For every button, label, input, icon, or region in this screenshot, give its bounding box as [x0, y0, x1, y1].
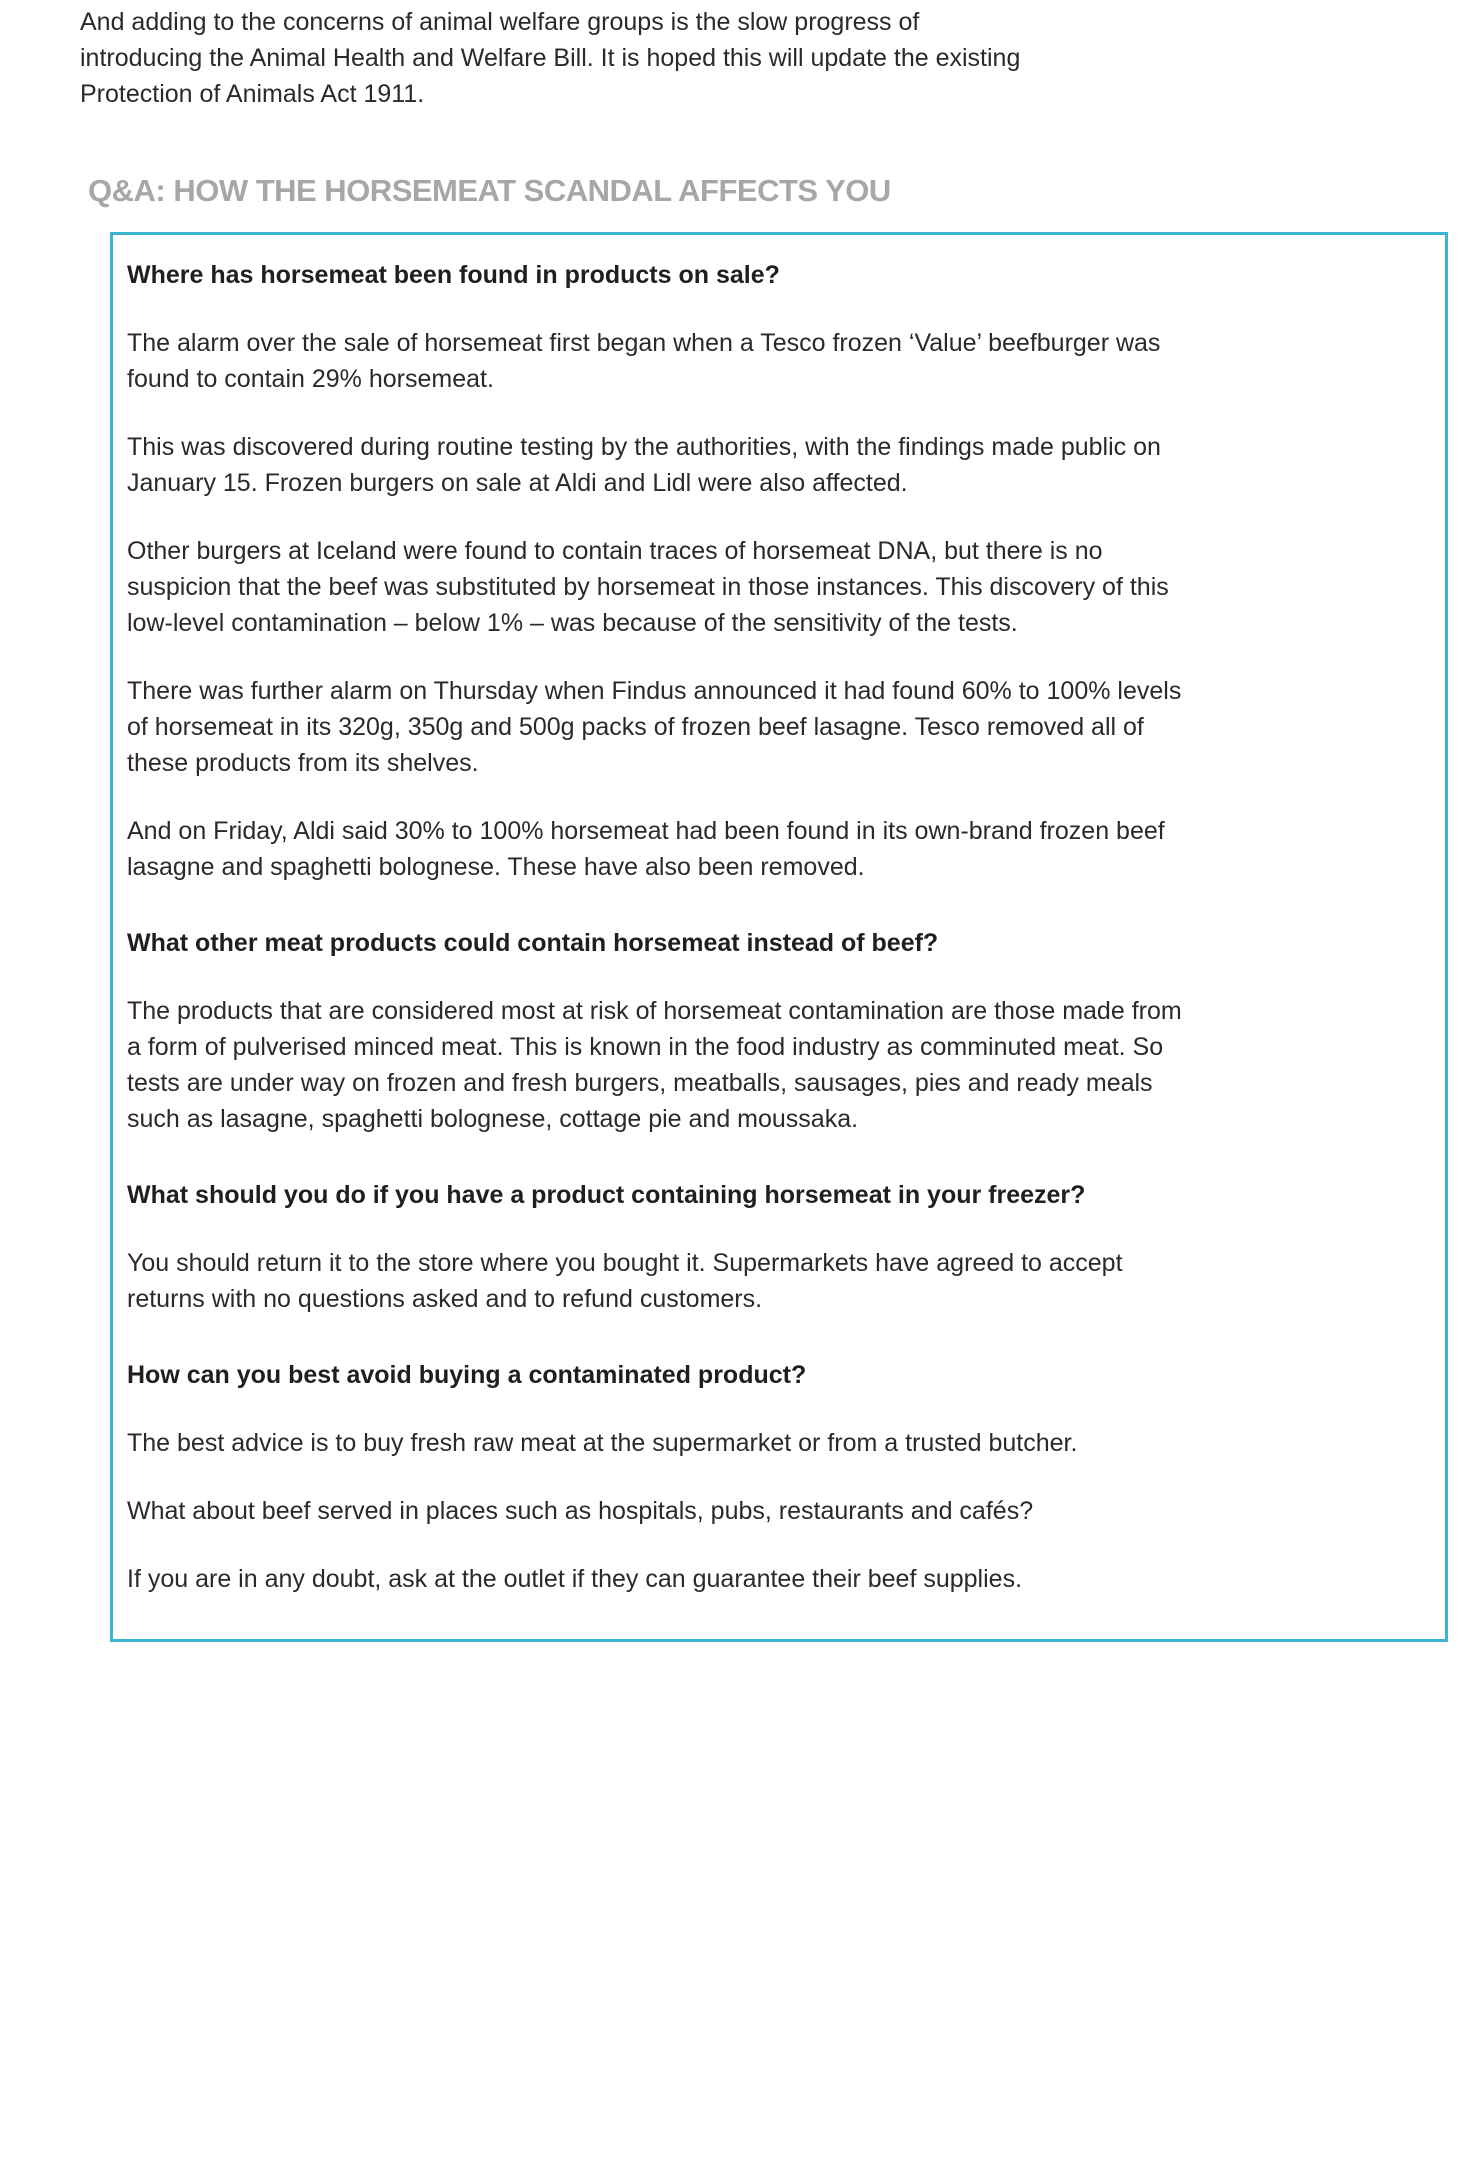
qa-section-heading: Q&A: HOW THE HORSEMEAT SCANDAL AFFECTS YOU — [88, 173, 891, 208]
qa-answer: If you are in any doubt, ask at the outlet if they can guarantee their beef supplies. — [127, 1565, 1023, 1593]
qa-answer: This was discovered during routine testing by the authorities, with the findings made public on January 15. Frozen burgers on sale at Aldi and Lidl were also affected. — [127, 433, 1161, 497]
qa-question: What other meat products could contain horsemeat instead of beef? — [127, 929, 939, 957]
qa-answer: The alarm over the sale of horsemeat first began when a Tesco frozen ‘Value’ beefburger was found to contain 29% horsemeat. — [127, 329, 1161, 393]
intro-paragraph: And adding to the concerns of animal welfare groups is the slow progress of introducing the Animal Health and Welfare Bill. It is hoped this will update the existing Protection of Animals Act 1911. — [80, 8, 1021, 108]
qa-answer: Other burgers at Iceland were found to contain traces of horsemeat DNA, but there is no suspicion that the beef was substituted by horsemeat in those instances. This discovery of this low-level contamination – below 1% – was because of the sensitivity of the tests. — [127, 537, 1169, 637]
qa-answer: There was further alarm on Thursday when Findus announced it had found 60% to 100% levels of horsemeat in its 320g, 350g and 500g packs of frozen beef lasagne. Tesco removed all of these products from its shelves. — [127, 677, 1182, 777]
qa-question: How can you best avoid buying a contaminated product? — [127, 1361, 807, 1389]
qa-answer: You should return it to the store where you bought it. Supermarkets have agreed to accept returns with no questions asked and to refund customers. — [127, 1249, 1123, 1313]
qa-answer: The products that are considered most at risk of horsemeat contamination are those made from a form of pulverised minced meat. This is known in the food industry as comminuted meat. So tests are under way on frozen and fresh burgers, meatballs, sausages, pies and ready meals such as lasagne, spaghetti bolognese, cottage pie and moussaka. — [127, 997, 1182, 1133]
qa-question: What should you do if you have a product containing horsemeat in your freezer? — [127, 1181, 1086, 1209]
qa-box — [110, 232, 1448, 1642]
qa-answer: What about beef served in places such as hospitals, pubs, restaurants and cafés? — [127, 1497, 1034, 1525]
qa-answer: The best advice is to buy fresh raw meat at the supermarket or from a trusted butcher. — [127, 1429, 1078, 1457]
qa-answer: And on Friday, Aldi said 30% to 100% horsemeat had been found in its own-brand frozen beef lasagne and spaghetti bolognese. These have also been removed. — [127, 817, 1165, 881]
qa-question: Where has horsemeat been found in products on sale? — [127, 261, 780, 289]
